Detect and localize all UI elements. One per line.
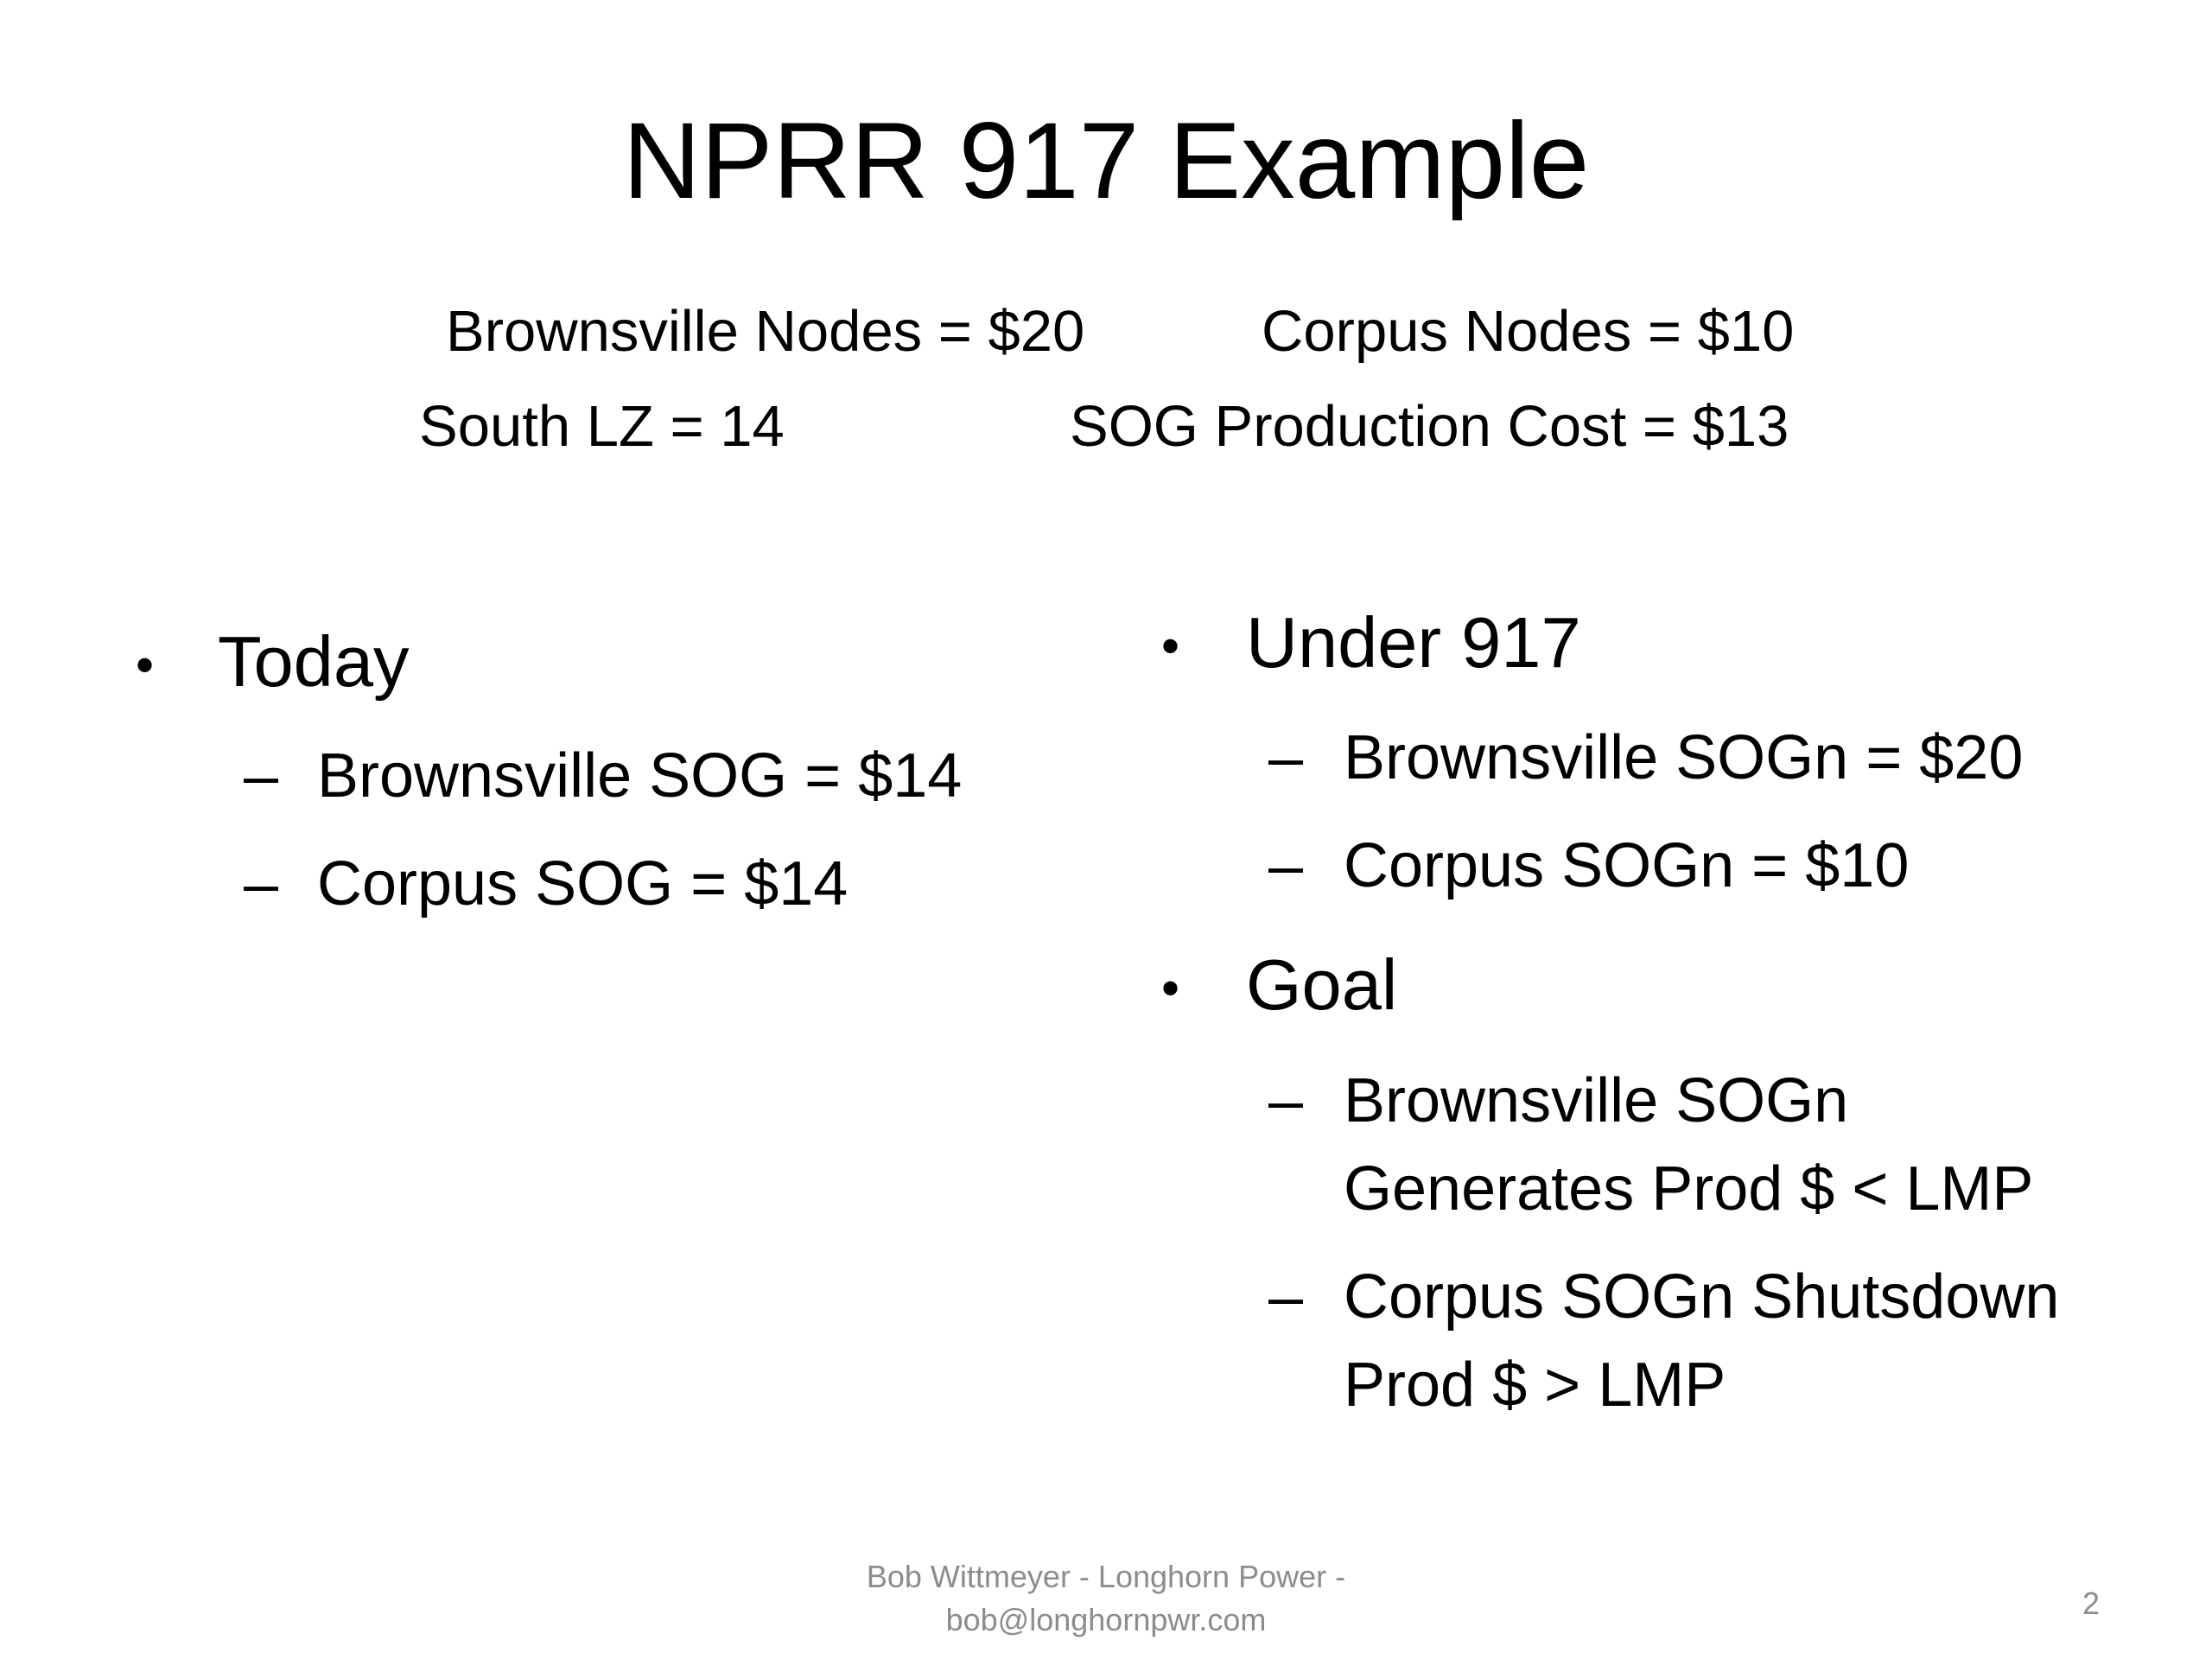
slide-title: NPRR 917 Example [622,101,1590,221]
dash-marker: – [1268,723,1304,792]
dash-marker: – [1268,1262,1304,1332]
footer-email: bob@longhornpwr.com [945,1602,1267,1638]
dash-marker: – [244,849,279,918]
sog-production-cost-text: SOG Production Cost = $13 [1070,394,1789,459]
footer [830,1555,1382,1643]
list-item-continuation: Generates Prod $ < LMP [1344,1154,2034,1224]
corpus-nodes-text: Corpus Nodes = $10 [1262,299,1795,364]
list-item: Corpus SOG = $14 [317,849,849,918]
dash-marker: – [1268,1066,1304,1135]
under-917-heading: Under 917 [1246,602,1581,683]
list-item: Brownsville SOGn [1344,1066,1849,1135]
page-number: 2 [2082,1586,2101,1621]
list-item-continuation: Prod $ > LMP [1344,1351,1726,1420]
list-item: Corpus SOGn = $10 [1344,831,1910,900]
dash-marker: – [244,741,279,810]
south-lz-text: South LZ = 14 [419,394,785,459]
list-item: Brownsville SOGn = $20 [1344,723,2024,792]
bullet-marker: • [1161,959,1180,1017]
list-item: Brownsville SOG = $14 [317,741,963,810]
bullet-marker: • [1161,617,1180,675]
goal-heading: Goal [1246,944,1398,1025]
dash-marker: – [1268,831,1304,900]
list-item: Corpus SOGn Shutsdown [1344,1262,2060,1332]
bullet-marker: • [136,636,155,694]
footer-author: Bob Wittmeyer - Longhorn Power - [866,1559,1346,1594]
brownsville-nodes-text: Brownsville Nodes = $20 [446,299,1085,364]
today-heading: Today [218,621,410,702]
